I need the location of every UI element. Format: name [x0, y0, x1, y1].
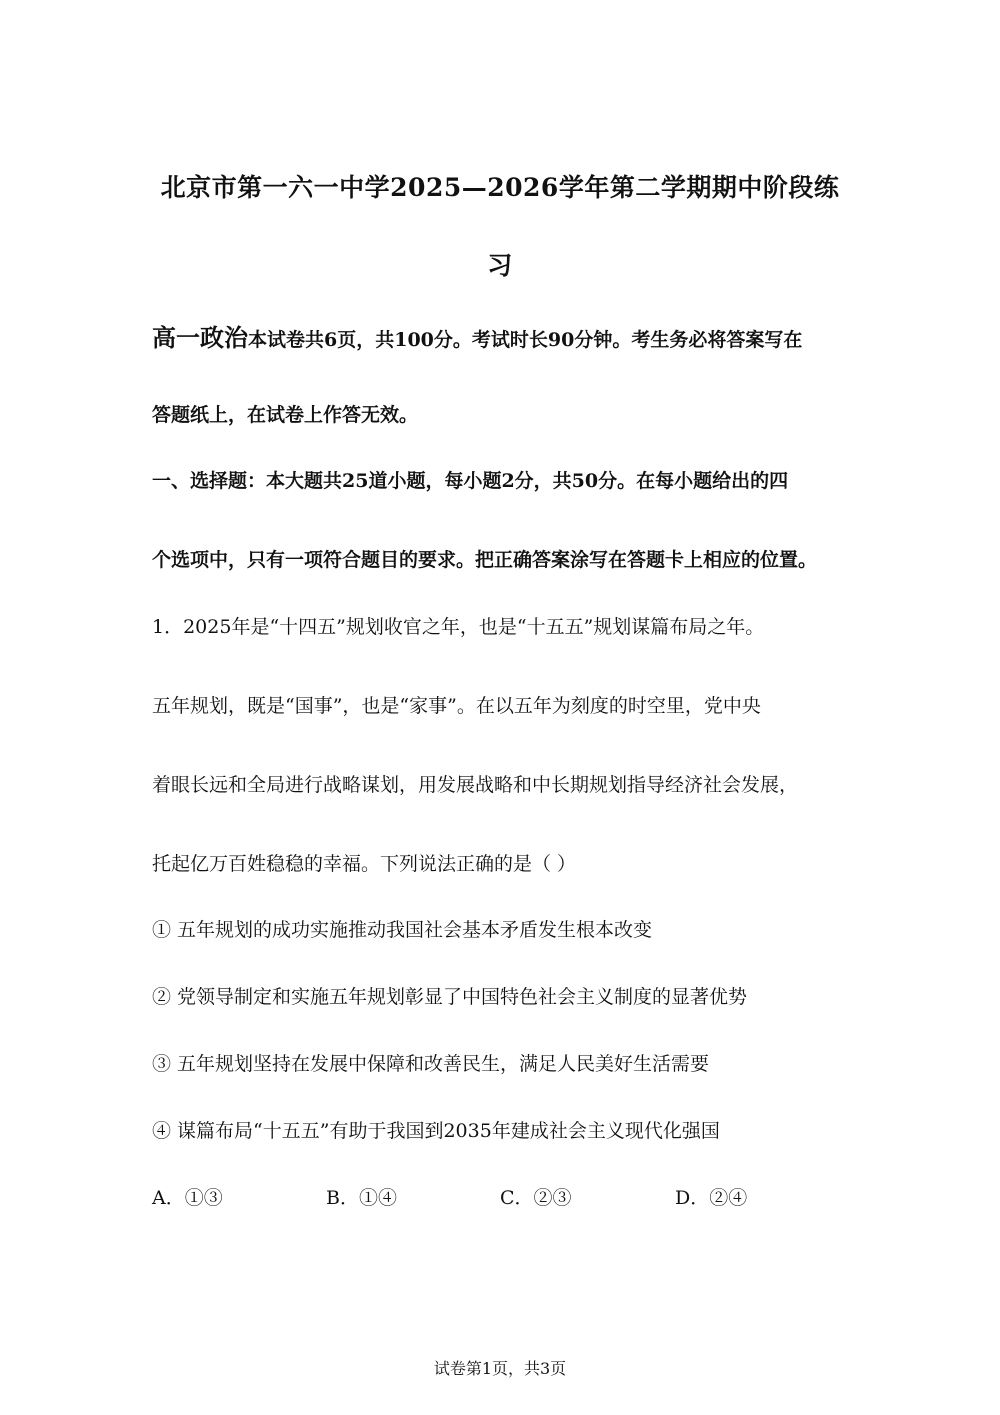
- subject-label: 高一政治: [152, 323, 248, 352]
- option-b[interactable]: B．①④: [326, 1187, 397, 1209]
- exam-instructions: 本试卷共6页，共100分。考试时长90分钟。考生务必将答案写在: [248, 329, 803, 351]
- section-heading-line-2: 个选项中，只有一项符合题目的要求。把正确答案涂写在答题卡上相应的位置。: [152, 549, 818, 571]
- question-1-stem-line-3: 着眼长远和全局进行战略谋划，用发展战略和中长期规划指导经济社会发展，: [152, 774, 799, 796]
- page-footer: 试卷第1页，共3页: [433, 1359, 567, 1378]
- statement-2: ② 党领导制定和实施五年规划彰显了中国特色社会主义制度的显著优势: [152, 986, 748, 1008]
- question-1-stem-line-2: 五年规划，既是“国事”，也是“家事”。在以五年为刻度的时空里，党中央: [152, 695, 761, 717]
- section-heading-line-1: 一、选择题：本大题共25道小题，每小题2分，共50分。在每小题给出的四: [152, 470, 789, 492]
- exam-title-line-1: 北京市第一六一中学2025—2026学年第二学期期中阶段练: [160, 173, 840, 202]
- option-d[interactable]: D．②④: [675, 1187, 748, 1209]
- statement-1: ① 五年规划的成功实施推动我国社会基本矛盾发生根本改变: [152, 919, 653, 941]
- answer-options: [152, 1183, 852, 1213]
- option-a[interactable]: A．①③: [152, 1187, 223, 1209]
- option-c[interactable]: C．②③: [500, 1187, 572, 1209]
- question-1-stem-line-4: 托起亿万百姓稳稳的幸福。下列说法正确的是（ ）: [152, 853, 577, 875]
- exam-intro-line-2: 答题纸上，在试卷上作答无效。: [152, 404, 419, 426]
- question-1-stem-line-1: 1．2025年是“十四五”规划收官之年，也是“十五五”规划谋篇布局之年。: [152, 616, 765, 638]
- exam-intro-line-1: [152, 318, 862, 353]
- exam-title-line-2: 习: [487, 251, 513, 280]
- statement-4: ④ 谋篇布局“十五五”有助于我国到2035年建成社会主义现代化强国: [152, 1120, 720, 1142]
- statement-3: ③ 五年规划坚持在发展中保障和改善民生，满足人民美好生活需要: [152, 1053, 710, 1075]
